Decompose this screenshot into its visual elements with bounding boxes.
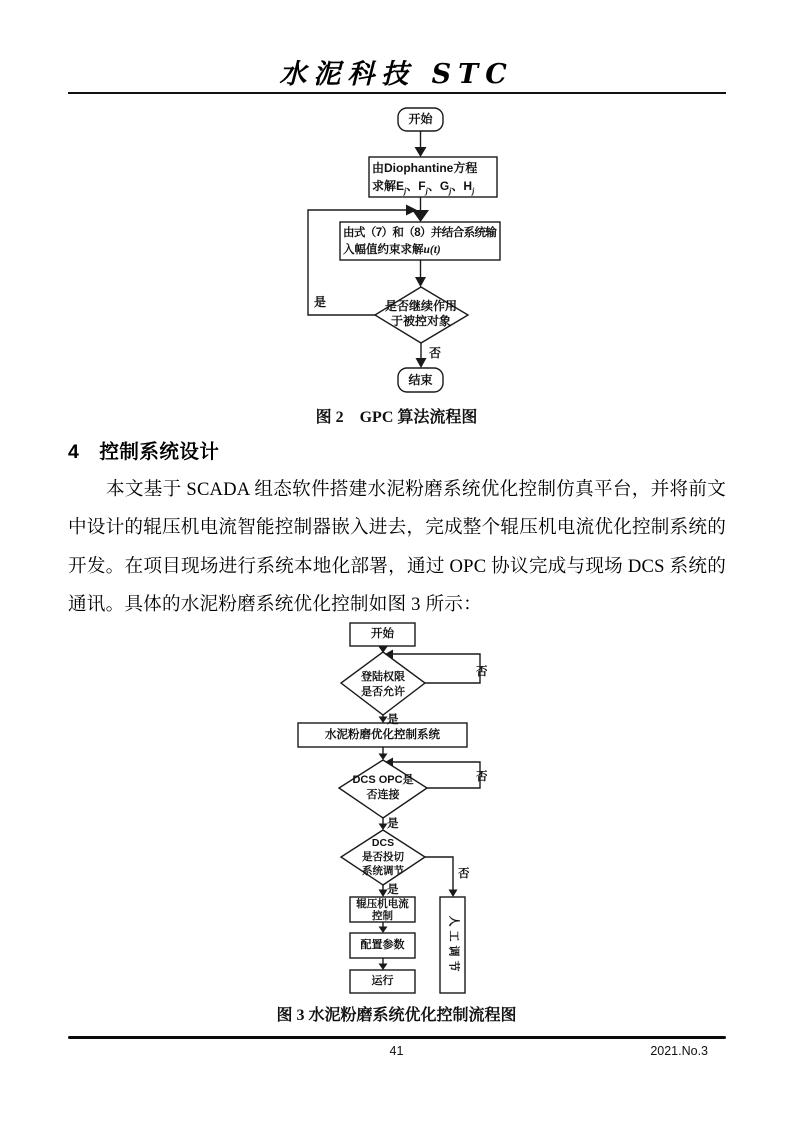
paragraph-line: 本文基于 SCADA 组态软件搭建水泥粉磨系统优化控制仿真平台，并将前文: [106, 479, 726, 500]
arrowhead: [415, 277, 426, 287]
arrowhead: [416, 358, 427, 368]
figure3-flowchart: [280, 618, 500, 998]
no-label: 否: [476, 666, 488, 678]
yes-label: 是: [387, 884, 399, 896]
arrowhead: [379, 754, 388, 761]
yes-label: 是: [314, 295, 327, 309]
header-rule: [68, 92, 726, 94]
page-number: 41: [389, 1044, 404, 1058]
footer-rule: [68, 1036, 726, 1039]
journal-title: 水泥科技 STC: [279, 59, 514, 90]
flow-node-solve-ut-line1: 由式（7）和（8）并结合系统输: [343, 227, 497, 239]
no-label: 否: [429, 346, 442, 360]
flow-decision-continue: 是否继续作用 于被控对象: [384, 299, 457, 328]
paragraph-line: 通讯。具体的水泥粉磨系统优化控制如图 3 所示：: [68, 593, 482, 615]
arrowhead: [412, 210, 429, 222]
flow-node-start: 开始: [408, 112, 433, 126]
flow-node-system: 水泥粉磨优化控制系统: [325, 729, 440, 741]
figure2-flowchart: [280, 105, 530, 400]
yes-label: 是: [387, 818, 399, 830]
no-label: 否: [458, 868, 470, 880]
flow-node-run: 运行: [371, 975, 394, 987]
section-heading: 4 控制系统设计: [68, 441, 220, 463]
flow-node-diophantine-line2: 求解$E_j$、$F_j$、$G_j$、$H_j$: [372, 179, 475, 196]
paragraph-line: 开发。在项目现场进行系统本地化部署，通过 OPC 协议完成与现场 DCS 系统的: [68, 555, 726, 577]
figure3-caption: 图 3 水泥粉磨系统优化控制流程图: [276, 1007, 517, 1024]
arrowhead: [415, 147, 427, 157]
body-paragraph: [68, 471, 726, 624]
flow-node-end: 结束: [408, 373, 433, 387]
issue-number: 2021.No.3: [650, 1044, 708, 1058]
arrowhead: [449, 890, 458, 898]
no-label: 否: [476, 771, 488, 783]
no-branch-line: [425, 857, 453, 890]
yes-label: 是: [387, 714, 399, 726]
flow-decision-dcs-switch: DCS 是否投切 系统调节: [362, 837, 404, 877]
flow-node-roller-current: 辊压机电流 控制: [356, 898, 409, 922]
flow-node-manual-adjust: 人工调节: [447, 915, 459, 975]
paragraph-line: 中设计的辊压机电流智能控制器嵌入进去，完成整个辊压机电流优化控制系统的: [68, 517, 726, 539]
figure2-caption: 图 2 GPC 算法流程图: [315, 409, 478, 426]
flow-node-diophantine-line1: 由Diophantine方程: [372, 161, 478, 175]
flow-node-config-params: 配置参数: [360, 939, 405, 951]
flow-node-solve-ut-line2: 入幅值约束求解u(t): [343, 244, 441, 256]
flow-decision-opc: DCS OPC是 否连接: [352, 774, 414, 801]
flow-node-start: 开始: [371, 628, 394, 640]
flow-decision-login: 登陆权限 是否允许: [361, 671, 405, 698]
arrowhead: [385, 758, 393, 767]
